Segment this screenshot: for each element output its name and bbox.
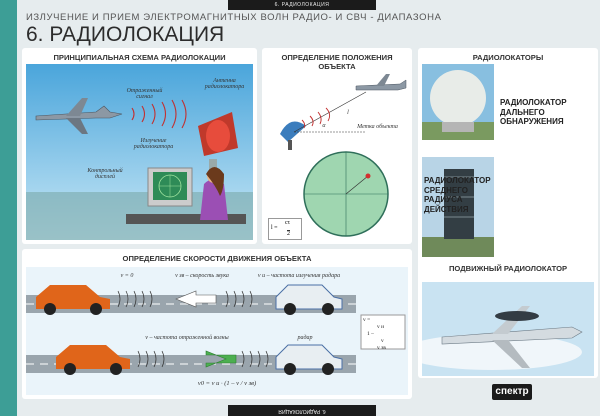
label-mark: Метка объекта bbox=[357, 124, 398, 130]
long-range-radar-image bbox=[422, 64, 494, 140]
label-alpha: α bbox=[322, 123, 326, 129]
publisher-logo: спектр bbox=[492, 384, 532, 400]
label-vrefl: v – частота отраженной волны bbox=[145, 335, 229, 341]
formula-l-label: l = bbox=[271, 225, 278, 231]
sidebar bbox=[0, 0, 17, 416]
label-reflected: Отраженный сигнал bbox=[126, 88, 163, 100]
label-radar: радар bbox=[297, 335, 313, 341]
mobile-radar-title: ПОДВИЖНЫЙ РАДИОЛОКАТОР bbox=[448, 264, 568, 273]
page-subtitle: ИЗЛУЧЕНИЕ И ПРИЕМ ЭЛЕКТРОМАГНИТНЫХ ВОЛН РАДИО- И СВЧ - ДИАПАЗОНА bbox=[26, 12, 442, 23]
label-v0: v = 0 bbox=[120, 273, 134, 279]
label-vemit: v и – частота излучения радара bbox=[257, 273, 341, 279]
long-range-label: РАДИОЛОКАТОР ДАЛЬНЕГО ОБНАРУЖЕНИЯ bbox=[500, 98, 567, 126]
speed-title: ОПРЕДЕЛЕНИЕ СКОРОСТИ ДВИЖЕНИЯ ОБЪЕКТА bbox=[122, 254, 312, 263]
radars-title: РАДИОЛОКАТОРЫ bbox=[472, 53, 544, 62]
speed-diagram bbox=[26, 267, 408, 395]
formula-v bbox=[363, 317, 403, 352]
label-antenna: Антенна радиолокатора bbox=[204, 78, 245, 90]
label-l: l bbox=[347, 110, 349, 116]
speed-panel bbox=[22, 249, 412, 399]
formula-l-den: 2 bbox=[287, 231, 290, 237]
radars-panel bbox=[418, 48, 598, 378]
position-panel bbox=[262, 48, 412, 244]
formula-l-num: cτ bbox=[285, 220, 291, 226]
label-display: Контрольный дисплей bbox=[87, 168, 123, 180]
schema-title: ПРИНЦИПИАЛЬНАЯ СХЕМА РАДИОЛОКАЦИИ bbox=[53, 53, 226, 62]
formula-v-num: v и bbox=[377, 324, 385, 330]
bottom-tab: 6. РАДИОЛОКАЦИЯ bbox=[228, 405, 376, 416]
label-vsound: v зв – скорость звука bbox=[175, 273, 229, 279]
formula-v-den-bottom: v зв bbox=[377, 345, 386, 351]
jet-small-icon bbox=[356, 74, 406, 90]
medium-range-label: РАДИОЛОКАТОР СРЕДНЕГО РАДИУСА ДЕЙСТВИЯ bbox=[424, 176, 491, 214]
top-tab: 6. РАДИОЛОКАЦИЯ bbox=[228, 0, 376, 10]
formula-v-one: 1 – bbox=[367, 331, 374, 337]
page-title: 6. РАДИОЛОКАЦИЯ bbox=[26, 23, 225, 46]
formula-l-box bbox=[268, 218, 302, 240]
schema-panel bbox=[22, 48, 257, 244]
target-mark bbox=[366, 174, 371, 179]
formula-v-den-top: v bbox=[381, 338, 384, 344]
mobile-radar-image bbox=[422, 282, 594, 376]
position-title: ОПРЕДЕЛЕНИЕ ПОЛОЖЕНИЯ ОБЪЕКТА bbox=[281, 53, 393, 71]
position-diagram bbox=[266, 64, 408, 240]
label-emission: Излучение радиолокатора bbox=[133, 138, 174, 150]
dish-icon bbox=[280, 122, 306, 151]
formula-v-left: v = bbox=[363, 317, 371, 323]
formula-bottom: v0 = v и · (1 – v / v зв) bbox=[197, 380, 257, 387]
